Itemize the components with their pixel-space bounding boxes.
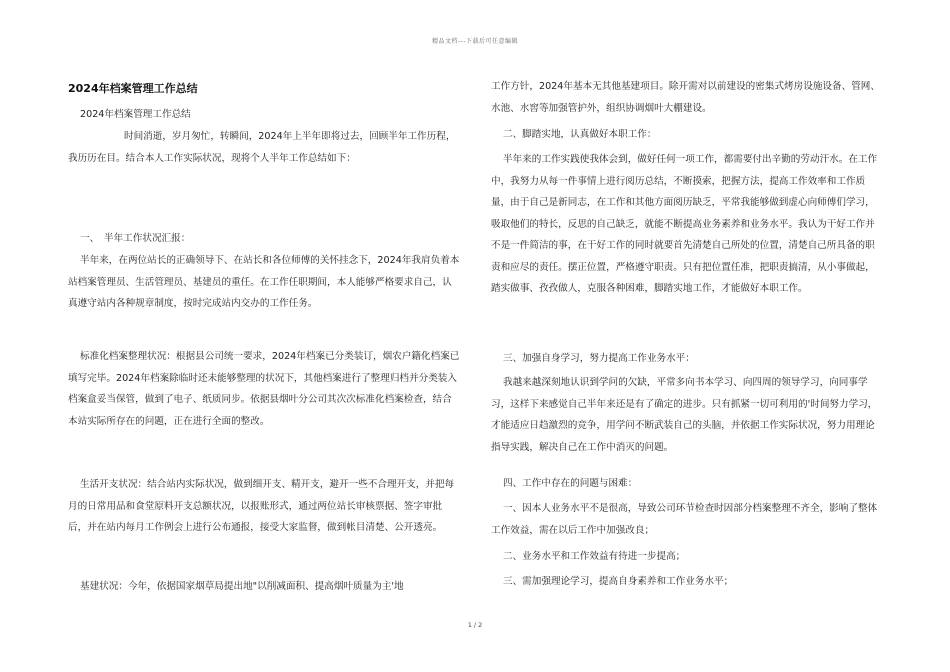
intro-paragraph: 时间消逝，岁月匆忙，转瞬间，2024年上半年即将过去，回顾半年工作历程，我历历在目。结合本人工作实际状况，现将个人半年工作总结如下： [68,131,456,164]
document-title: 2024年档案管理工作总结 [68,82,198,95]
paragraph-construction-cont: 工作方针，2024年基本无其他基建项目。除开需对以前建设的密集式烤房设施设备、管网、水池、水窖等加强管护外，组织协调烟叶大棚建设。 [491,81,880,114]
paragraph-duties: 半年来的工作实践使我体会到，做好任何一项工作，都需要付出辛勤的劳动汗水。在工作中，我努力从每一件事情上进行阅历总结，不断摸索，把握方法，提高工作效率和工作质量，由于自己是新同志，在工作和其他方面阅历缺乏，平常我能够做到虚心向师傅们学习，吸取他们的特长，反思的自己缺乏，就能不断提高业务素养和业务水平。我认为干好工作并不是一件简洁的事，在干好工作的同时就要首先清楚自己所处的位置，清楚自己所具备的职责和应尽的责任。摆正位置，严格遵守职责。只有把位置任准，把职责搞清，从小事做起，踏实做事、孜孜做人，克服各种困难，脚踏实地工作，才能做好本职工作。 [491,154,878,294]
problem-item-1: 一、因本人业务水平不是很高，导致公司环节检查时因部分档案整理不齐全，影响了整体工作效益，需在以后工作中加强改良； [491,503,878,536]
section-heading-2: 二、脚踏实地，认真做好本职工作： [503,129,657,140]
document-header-note: 精品文档---下载后可任意编辑 [432,38,518,45]
section-heading-3: 三、加强自身学习，努力提高工作业务水平： [503,353,695,364]
problem-item-2: 二、业务水平和工作效益有待进一步提高； [503,551,686,562]
paragraph-work-status: 半年来，在两位站长的正确领导下、在站长和各位师傅的关怀挂念下，2024年我肩负着本站档案管理员、生活管理员、基建员的重任。在工作任职期间，本人能够严格要求自己，认真遵守站内各种规章制度，按时完成站内交办的工作任务。 [68,255,460,309]
paragraph-construction: 基建状况：今年，依据国家烟草局提出地"以削减面积、提高烟叶质量为主'地 [80,581,404,592]
paragraph-learning: 我越来越深刻地认识到学问的欠缺，平常多向书本学习、向四周的领导学习，向同事学习，这样下来感觉自己半年来还是有了确定的进步。只有抓紧一切可利用的'时间努力学习，才能适应日趋激烈的竞争，用学问不断武装自己的头脑，并依据工作实际状况，努力用理论指导实践，解决自己在工作中消灭的问题。 [491,377,878,453]
paragraph-archive-standard: 标准化档案整理状况：根据县公司统一要求，2024年档案已分类装订，烟农户籍化档案已填写完毕。2024年档案除临时还未能够整理的状况下，其他档案进行了整理归档并分类装入档案盒妥当保管，做到了电子、纸质同步。依据县烟叶分公司其次次标准化档案检查，结合本站实际所存在的问题，正在进行全面的整改。 [68,351,460,427]
subtitle: 2024年档案管理工作总结 [80,109,191,120]
section-heading-4: 四、工作中存在的问题与困难： [503,478,638,489]
page-number: 1 / 2 [467,621,483,629]
problem-item-3: 三、需加强理论学习，提高自身素养和工作业务水平； [503,576,734,587]
section-heading-1: 一、 半年工作状况汇报： [80,233,191,244]
paragraph-living-expenses: 生活开支状况：结合站内实际状况，做到细开支、精开支，避开一些不合理开支，并把每月的日常用品和食堂原料开支总额状况，以报账形式，通过两位站长审核票据、签字审批后，并在站内每月工作例会上进行公布通报，接受大家监督，做到帐目清楚、公开透亮。 [68,479,455,533]
